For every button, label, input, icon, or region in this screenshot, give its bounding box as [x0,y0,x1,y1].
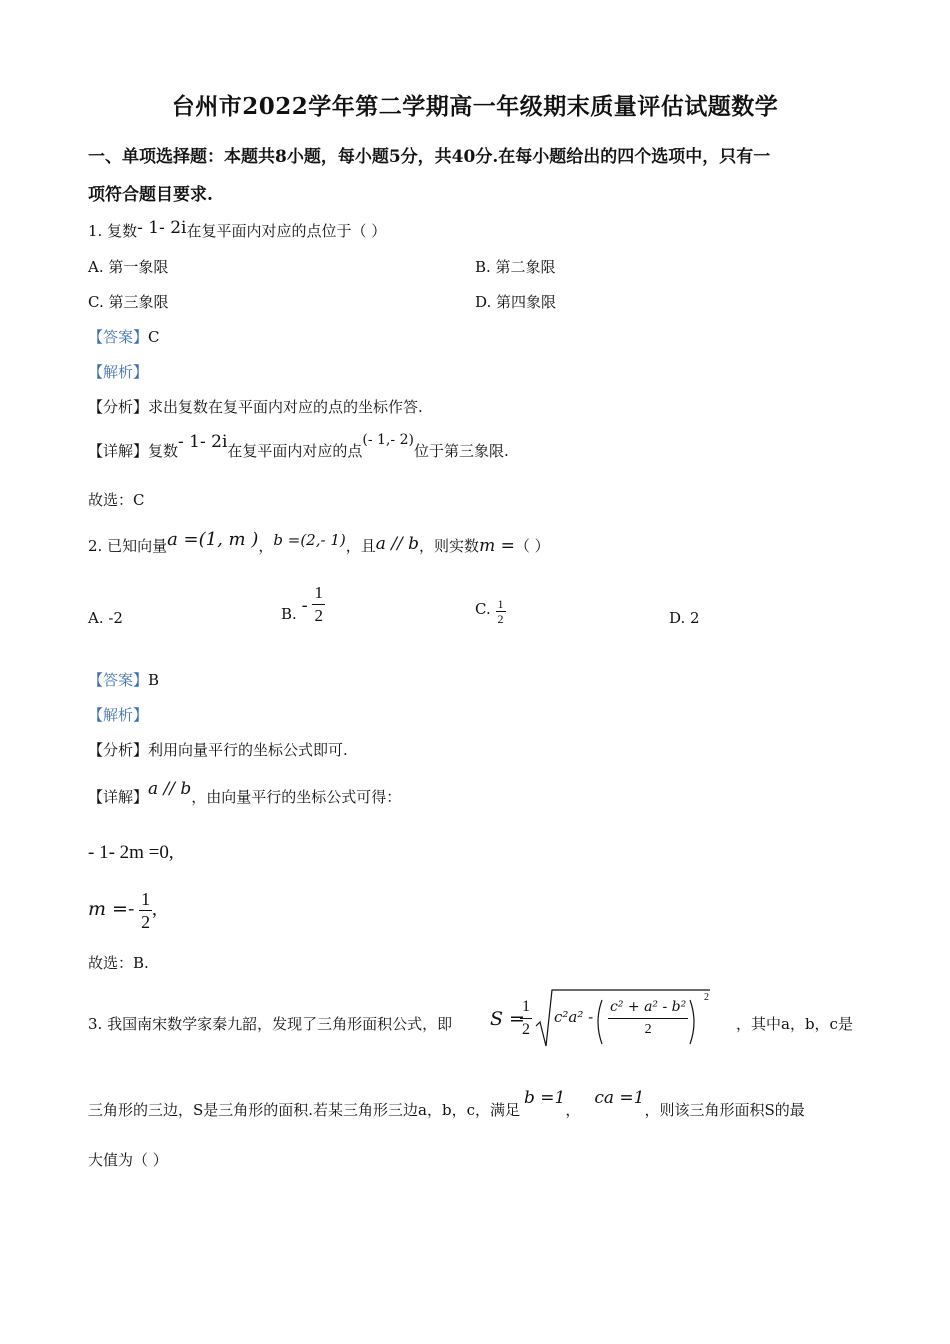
q2-option-b-num: 1 [312,582,325,605]
q2-detail-suffix: ，由向量平行的坐标公式可得： [191,788,402,806]
q3-line-2-suffix: ，则该三角形面积S的最 [644,1101,805,1119]
q1-complex-expr: - 1- 2i [137,218,187,238]
q2-detail-expr: a // b [148,779,192,799]
q3-inner-num: c² + a² - b² [608,996,688,1019]
q2-option-b-sign: - [301,594,308,616]
q2-option-c [475,597,506,626]
q3-line-2 [88,1088,805,1120]
section-heading-line-1: 一、单项选择题：本题共8小题，每小题5分，共40分.在每小题给出的四个选项中，只有一 [88,147,771,167]
q1-detail-prefix: 【详解】复数 [88,442,179,460]
q1-option-d: D. 第四象限 [475,293,557,311]
q1-answer-value: C [148,328,160,346]
q1-answer-tag: 【答案】 [88,328,149,346]
q2-equation-2-fraction [139,888,152,933]
q1-stem-suffix: 在复平面内对应的点位于（ ） [186,222,387,240]
q3-formula-power: 2 [704,992,709,1003]
section-heading [88,138,868,214]
q1-detail-mid: 在复平面内对应的点 [227,442,363,460]
q2-vector-a: a =(1, m ) [167,529,259,550]
q1-detail-suffix: 位于第三象限. [413,442,509,460]
q2-detail [88,779,402,807]
section-heading-line-2: 项符合题目要求. [88,185,213,205]
q2-option-b-fraction [312,582,325,627]
q1-conclusion: 故选：C [88,491,145,509]
q2-option-c-num: 1 [497,597,504,611]
q2-parallel: a // b [375,534,420,554]
q3-comma: ， [565,1101,581,1119]
q2-stem [88,529,550,556]
q2-comma-3: ， [419,537,435,555]
q2-stem-prefix: 2. 已知向量 [88,537,168,555]
q1-answer [88,326,160,347]
q2-fenxi: 【分析】利用向量平行的坐标公式即可. [88,741,348,759]
q2-option-c-fraction [496,597,506,626]
q2-equation-2-num: 1 [141,889,151,909]
q2-ask: 则实数 [434,537,480,555]
q3-formula-inner-fraction [608,996,688,1041]
page-title: 台州市2022学年第二学期高一年级期末质量评估试题数学 [171,93,779,120]
q2-option-b-label: B. [281,604,297,623]
q2-equation-2-left: m =- [88,897,135,920]
q2-detail-prefix: 【详解】 [88,788,149,806]
q3-heron-formula [490,986,730,1050]
q3-stem-prefix: 3. 我国南宋数学家秦九韶，发现了三角形面积公式，即 [88,1015,453,1033]
q2-answer [88,669,159,690]
q2-equation-2 [88,888,157,933]
q3-cond-2: ca =1 [594,1088,645,1108]
q1-stem-prefix: 1. 复数 [88,222,138,240]
q2-answer-tag: 【答案】 [88,671,149,689]
q3-formula-half [520,996,532,1041]
q3-half-den: 2 [522,1021,530,1038]
q2-comma-2: ， [345,537,361,555]
q2-comma-1: ， [258,537,274,555]
q2-option-d: D. 2 [669,609,700,627]
q3-formula-s: S = [490,1008,525,1030]
q1-fenxi: 【分析】求出复数在复平面内对应的点的坐标作答. [88,398,423,416]
q1-option-a: A. 第一象限 [88,258,169,276]
q2-equation-2-den: 2 [141,912,151,932]
q3-cond-1: b =1 [524,1088,566,1108]
q3-inner-den: 2 [644,1022,652,1037]
q3-formula-under-left: c²a² - [554,1008,594,1026]
q3-line-3: 大值为（ ） [88,1151,168,1169]
q2-m-expr: m = [479,536,515,556]
q2-option-b-den: 2 [314,606,323,625]
q3-line-2-text: 三角形的三边，S是三角形的面积.若某三角形三边a，b，c，满足 [88,1101,520,1119]
q3-stem-suffix: ，其中a，b，c是 [736,1015,853,1033]
q1-stem [88,220,386,241]
q2-vector-b: b =(2,- 1) [273,531,346,549]
q2-answer-value: B [148,671,160,689]
q1-option-b: B. 第二象限 [475,258,556,276]
q1-detail [88,432,509,461]
q1-detail-expr: - 1- 2i [178,432,228,452]
q2-conclusion: 故选：B. [88,954,149,972]
q3-half-num: 1 [520,996,532,1019]
q2-analysis-tag: 【解析】 [88,706,149,724]
q2-option-b [281,582,325,627]
q1-analysis-tag: 【解析】 [88,363,149,381]
q2-cond: 且 [360,537,376,555]
q1-detail-point: (- 1,- 2) [362,432,414,448]
q2-equation-2-tail: , [152,898,157,920]
q2-option-a: A. -2 [88,609,123,627]
q1-option-c: C. 第三象限 [88,293,169,311]
q2-option-c-den: 2 [497,612,504,626]
q2-paren: （ ） [514,537,550,555]
q2-equation-1: - 1- 2m =0, [88,842,174,863]
q2-option-c-label: C. [475,599,491,618]
